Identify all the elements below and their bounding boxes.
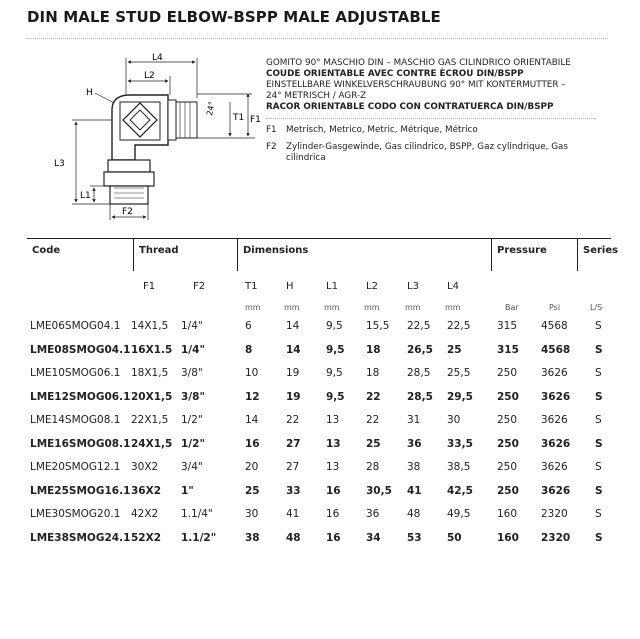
table-cell: 53 bbox=[407, 531, 422, 544]
table-cell: 33 bbox=[286, 484, 301, 497]
table-cell: 13 bbox=[326, 437, 341, 450]
table-cell: 30,5 bbox=[366, 484, 392, 497]
table-cell: 14 bbox=[286, 343, 301, 356]
table-cell: 14 bbox=[245, 414, 259, 426]
table-cell: 9,5 bbox=[326, 367, 343, 379]
table-cell: 25 bbox=[245, 484, 260, 497]
table-cell: 9,5 bbox=[326, 320, 343, 332]
table-cell: 16 bbox=[326, 484, 341, 497]
table-cell: 1/2" bbox=[181, 437, 205, 450]
table-cell: 25,5 bbox=[447, 367, 471, 379]
unit: mm bbox=[405, 303, 421, 312]
table-cell: 22,5 bbox=[407, 320, 431, 332]
table-cell: 38 bbox=[245, 531, 260, 544]
table-cell: 1/2" bbox=[181, 414, 203, 426]
table-cell: 50 bbox=[447, 531, 462, 544]
table-cell: 22 bbox=[366, 414, 380, 426]
table-cell: 48 bbox=[407, 508, 421, 520]
table-cell: 3626 bbox=[541, 367, 568, 379]
table-cell: 9,5 bbox=[326, 390, 345, 403]
table-cell: 22 bbox=[286, 414, 300, 426]
table-cell: 315 bbox=[497, 343, 519, 356]
label-h: H bbox=[86, 88, 93, 98]
table-cell: 28,5 bbox=[407, 390, 433, 403]
label-f2: F2 bbox=[122, 207, 133, 217]
table-cell: 315 bbox=[497, 320, 518, 332]
unit: L/S bbox=[590, 303, 603, 312]
table-cell: 14X1,5 bbox=[131, 320, 169, 332]
table-cell: 3626 bbox=[541, 461, 568, 473]
table-cell: S bbox=[595, 320, 602, 332]
table-cell: 26,5 bbox=[407, 343, 433, 356]
table-cell: S bbox=[595, 367, 602, 379]
table-cell: 27 bbox=[286, 437, 301, 450]
table-cell: 30 bbox=[245, 508, 259, 520]
table-row bbox=[27, 527, 611, 551]
label-t1: T1 bbox=[233, 113, 245, 123]
table-cell: 3626 bbox=[541, 437, 571, 450]
table-cell: 250 bbox=[497, 437, 519, 450]
table-cell: 160 bbox=[497, 531, 519, 544]
table-cell: 1.1/4" bbox=[181, 508, 213, 520]
fitting-drawing bbox=[40, 50, 280, 230]
label-angle: 24° bbox=[205, 100, 217, 117]
table-cell: 33,5 bbox=[447, 437, 473, 450]
unit: mm bbox=[324, 303, 340, 312]
table-body bbox=[27, 315, 611, 550]
table-cell: 18X1,5 bbox=[131, 367, 169, 379]
table-cell: LME14SMOG08.1 bbox=[30, 414, 121, 426]
table-cell: 1" bbox=[181, 484, 194, 497]
subheader-l3: L3 bbox=[407, 281, 419, 292]
label-l3: L3 bbox=[54, 159, 65, 169]
table-cell: 4568 bbox=[541, 343, 571, 356]
subheader-t1: T1 bbox=[245, 281, 258, 292]
header-thread: Thread bbox=[133, 239, 237, 271]
table-cell: 1.1/2" bbox=[181, 531, 217, 544]
table-cell: 28,5 bbox=[407, 367, 431, 379]
table-cell: 30 bbox=[447, 414, 461, 426]
table-cell: 22,5 bbox=[447, 320, 471, 332]
table-cell: 3626 bbox=[541, 390, 571, 403]
table-cell: 20 bbox=[245, 461, 259, 473]
label-l2: L2 bbox=[144, 71, 155, 81]
unit: Psi bbox=[549, 303, 561, 312]
table-cell: LME38SMOG24.1 bbox=[30, 531, 131, 544]
description-line: RACOR ORIENTABLE CODO CON CONTRATUERCA DIN/BSPP bbox=[266, 102, 554, 112]
subheader-l1: L1 bbox=[326, 281, 338, 292]
table-cell: 18 bbox=[366, 343, 381, 356]
product-description bbox=[266, 58, 596, 170]
table-cell: 38 bbox=[407, 461, 421, 473]
table-cell: 19 bbox=[286, 390, 301, 403]
table-cell: 41 bbox=[407, 484, 422, 497]
table-cell: S bbox=[595, 531, 603, 544]
spec-table bbox=[27, 238, 619, 550]
table-cell: 15,5 bbox=[366, 320, 390, 332]
table-row bbox=[27, 339, 611, 363]
table-cell: S bbox=[595, 484, 603, 497]
table-cell: 12 bbox=[245, 390, 260, 403]
table-subheader bbox=[27, 271, 611, 297]
table-cell: LME12SMOG06.1 bbox=[30, 390, 131, 403]
table-cell: 42,5 bbox=[447, 484, 473, 497]
table-cell: 16 bbox=[326, 508, 340, 520]
table-cell: LME08SMOG04.1 bbox=[30, 343, 131, 356]
table-cell: 250 bbox=[497, 367, 518, 379]
table-cell: 38,5 bbox=[447, 461, 471, 473]
table-cell: LME20SMOG12.1 bbox=[30, 461, 121, 473]
table-cell: 49,5 bbox=[447, 508, 471, 520]
table-cell: 3/4" bbox=[181, 461, 203, 473]
table-row bbox=[27, 386, 611, 410]
header-code: Code bbox=[32, 245, 61, 256]
legend-text: Zylinder-Gasgewinde, Gas cilindrico, BSPP, Gaz cylindrique, Gas cilindrica bbox=[286, 142, 569, 163]
table-row bbox=[27, 480, 611, 504]
legend-f1 bbox=[266, 125, 596, 136]
legend-key: F2 bbox=[266, 142, 277, 152]
legend-text: Metrisch, Metrico, Metric, Métrique, Métrico bbox=[286, 125, 478, 135]
table-cell: 8 bbox=[245, 343, 253, 356]
table-cell: S bbox=[595, 508, 602, 520]
table-cell: 3/8" bbox=[181, 390, 205, 403]
table-cell: LME06SMOG04.1 bbox=[30, 320, 121, 332]
divider bbox=[27, 38, 608, 39]
table-cell: 13 bbox=[326, 414, 340, 426]
subheader-l4: L4 bbox=[447, 281, 459, 292]
table-cell: 34 bbox=[366, 531, 381, 544]
table-cell: LME16SMOG08.1 bbox=[30, 437, 131, 450]
table-cell: 14 bbox=[286, 320, 300, 332]
subheader-f2: F2 bbox=[193, 281, 206, 292]
table-cell: 16 bbox=[326, 531, 341, 544]
description-line: GOMITO 90° MASCHIO DIN – MASCHIO GAS CILINDRICO ORIENTABILE bbox=[266, 58, 571, 68]
unit: mm bbox=[284, 303, 300, 312]
table-cell: 24X1,5 bbox=[131, 437, 173, 450]
table-cell: 1/4" bbox=[181, 320, 203, 332]
table-cell: 27 bbox=[286, 461, 300, 473]
table-cell: LME30SMOG20.1 bbox=[30, 508, 121, 520]
table-cell: 9,5 bbox=[326, 343, 345, 356]
table-cell: S bbox=[595, 343, 603, 356]
table-cell: S bbox=[595, 461, 602, 473]
table-cell: 36 bbox=[366, 508, 380, 520]
unit: mm bbox=[445, 303, 461, 312]
table-cell: 41 bbox=[286, 508, 300, 520]
table-cell: 22X1,5 bbox=[131, 414, 169, 426]
table-cell: 16 bbox=[245, 437, 260, 450]
table-cell: 3626 bbox=[541, 484, 571, 497]
table-cell: 18 bbox=[366, 367, 380, 379]
table-cell: 250 bbox=[497, 461, 518, 473]
table-cell: LME25SMOG16.1 bbox=[30, 484, 131, 497]
description-line: 24° METRISCH / AGR-Z bbox=[266, 91, 367, 101]
header-series: Series bbox=[577, 239, 611, 271]
table-cell: 29,5 bbox=[447, 390, 473, 403]
table-cell: 250 bbox=[497, 484, 519, 497]
table-header bbox=[27, 238, 619, 271]
unit: mm bbox=[364, 303, 380, 312]
table-cell: 160 bbox=[497, 508, 518, 520]
table-cell: 6 bbox=[245, 320, 252, 332]
table-cell: 42X2 bbox=[131, 508, 159, 520]
subheader-h: H bbox=[286, 281, 294, 292]
page-title: DIN MALE STUD ELBOW-BSPP MALE ADJUSTABLE bbox=[27, 8, 441, 26]
table-cell: 19 bbox=[286, 367, 300, 379]
table-cell: 16X1.5 bbox=[131, 343, 173, 356]
label-l1: L1 bbox=[80, 191, 91, 201]
table-cell: 2320 bbox=[541, 508, 568, 520]
table-units bbox=[27, 297, 611, 315]
table-cell: 36X2 bbox=[131, 484, 162, 497]
legend-key: F1 bbox=[266, 125, 277, 135]
table-cell: 10 bbox=[245, 367, 259, 379]
unit: mm bbox=[245, 303, 261, 312]
table-cell: 3626 bbox=[541, 414, 568, 426]
table-cell: 31 bbox=[407, 414, 421, 426]
table-cell: 25 bbox=[447, 343, 462, 356]
header-dimensions: Dimensions bbox=[237, 239, 491, 271]
table-row bbox=[27, 433, 611, 457]
table-cell: 36 bbox=[407, 437, 422, 450]
legend-f2 bbox=[266, 142, 596, 164]
table-cell: 13 bbox=[326, 461, 340, 473]
divider bbox=[266, 118, 596, 119]
table-cell: 4568 bbox=[541, 320, 568, 332]
table-cell: 2320 bbox=[541, 531, 571, 544]
table-cell: S bbox=[595, 437, 603, 450]
subheader-f1: F1 bbox=[143, 281, 156, 292]
header-pressure: Pressure bbox=[491, 239, 577, 271]
table-cell: 1/4" bbox=[181, 343, 205, 356]
table-row bbox=[27, 456, 611, 480]
table-cell: 250 bbox=[497, 414, 518, 426]
description-line: COUDE ORIENTABLE AVEC CONTRE ÈCROU DIN/BSPP bbox=[266, 69, 524, 79]
table-cell: 30X2 bbox=[131, 461, 159, 473]
unit: Bar bbox=[505, 303, 519, 312]
table-cell: 22 bbox=[366, 390, 381, 403]
label-l4: L4 bbox=[152, 53, 163, 63]
table-cell: 250 bbox=[497, 390, 519, 403]
table-cell: 3/8" bbox=[181, 367, 203, 379]
table-row bbox=[27, 409, 611, 433]
description-line: EINSTELLBARE WINKELVERSCHRAUBUNG 90° MIT KONTERMUTTER – bbox=[266, 80, 566, 90]
table-cell: 25 bbox=[366, 437, 381, 450]
table-row bbox=[27, 362, 611, 386]
table-cell: 20X1,5 bbox=[131, 390, 173, 403]
table-cell: 28 bbox=[366, 461, 380, 473]
label-f1: F1 bbox=[250, 115, 261, 125]
table-cell: 52X2 bbox=[131, 531, 162, 544]
table-cell: 48 bbox=[286, 531, 301, 544]
table-row bbox=[27, 503, 611, 527]
table-cell: S bbox=[595, 414, 602, 426]
table-cell: S bbox=[595, 390, 603, 403]
subheader-l2: L2 bbox=[366, 281, 378, 292]
table-cell: LME10SMOG06.1 bbox=[30, 367, 121, 379]
table-row bbox=[27, 315, 611, 339]
